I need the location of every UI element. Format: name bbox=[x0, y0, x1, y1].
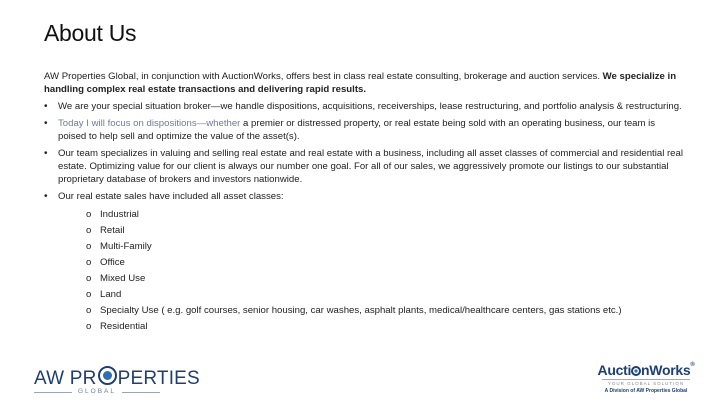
intro-text: AW Properties Global, in conjunction with AuctionWorks, offers best in class real estate consulting, brokerage and auction services. bbox=[44, 71, 603, 82]
intro-paragraph bbox=[44, 70, 680, 96]
bullet-text: We are your special situation broker—we handle dispositions, acquisitions, receiverships, lease restructuring, and portfolio analysis & restructuring. bbox=[58, 101, 682, 112]
globe-icon bbox=[98, 366, 117, 385]
bullet-item bbox=[44, 191, 684, 335]
aw-properties-logo bbox=[34, 366, 200, 396]
bullet-highlight-text: Today I will focus on dispositions—whether bbox=[58, 118, 241, 130]
asset-class-list bbox=[58, 207, 684, 335]
logo-subtext: GLOBAL bbox=[78, 388, 117, 395]
logo-divider bbox=[122, 392, 160, 393]
asset-class-item: o Land bbox=[86, 287, 684, 303]
asset-class-item: o Multi-Family bbox=[86, 239, 684, 255]
logo-division-text: A Division of AW Properties Global bbox=[604, 388, 688, 394]
bullet-text: Our team specializes in valuing and selling real estate and real estate with a business, including all asset classes of commercial and residential real estate. Optimizing value for our client is always our number one goal. For all of our sales, we aggressively promote our listings to our substantial proprietary database of brokers and investors nationwide. bbox=[58, 148, 683, 185]
auctionworks-logo bbox=[596, 362, 696, 398]
intro-bold-text: We specialize in handling complex real estate transactions and delivering rapid results. bbox=[44, 71, 677, 95]
logo-text: PERTIES bbox=[117, 368, 200, 389]
logo-divider bbox=[34, 392, 72, 393]
globe-icon bbox=[631, 366, 641, 376]
logo-tagline: YOUR GLOBAL SOLUTION bbox=[602, 379, 690, 386]
page-title: About Us bbox=[44, 20, 137, 46]
bullet-text: Our real estate sales have included all asset classes: bbox=[58, 191, 284, 203]
trademark-symbol: ® bbox=[690, 362, 695, 368]
logo-text: AW PR bbox=[34, 368, 97, 389]
asset-class-item: o Retail bbox=[86, 223, 684, 239]
asset-class-item: o Residential bbox=[86, 319, 684, 335]
bullet-item bbox=[44, 101, 684, 114]
bullet-item bbox=[44, 148, 684, 186]
asset-class-item: o Mixed Use bbox=[86, 271, 684, 287]
bullet-list bbox=[44, 101, 684, 340]
asset-class-item: o Specialty Use ( e.g. golf courses, senior housing, car washes, asphalt plants, medical/healthcare centers, gas stations etc.) bbox=[86, 303, 684, 319]
bullet-text: a premier or distressed property, or real estate being sold with an operating business, our team is poised to help sell and optimize the value of the asset(s). bbox=[58, 118, 656, 143]
bullet-item bbox=[44, 118, 684, 144]
asset-class-item: o Office bbox=[86, 255, 684, 271]
asset-class-item: o Industrial bbox=[86, 207, 684, 223]
logo-text: Aucti bbox=[597, 362, 632, 378]
logo-text: nWorks bbox=[641, 362, 691, 378]
